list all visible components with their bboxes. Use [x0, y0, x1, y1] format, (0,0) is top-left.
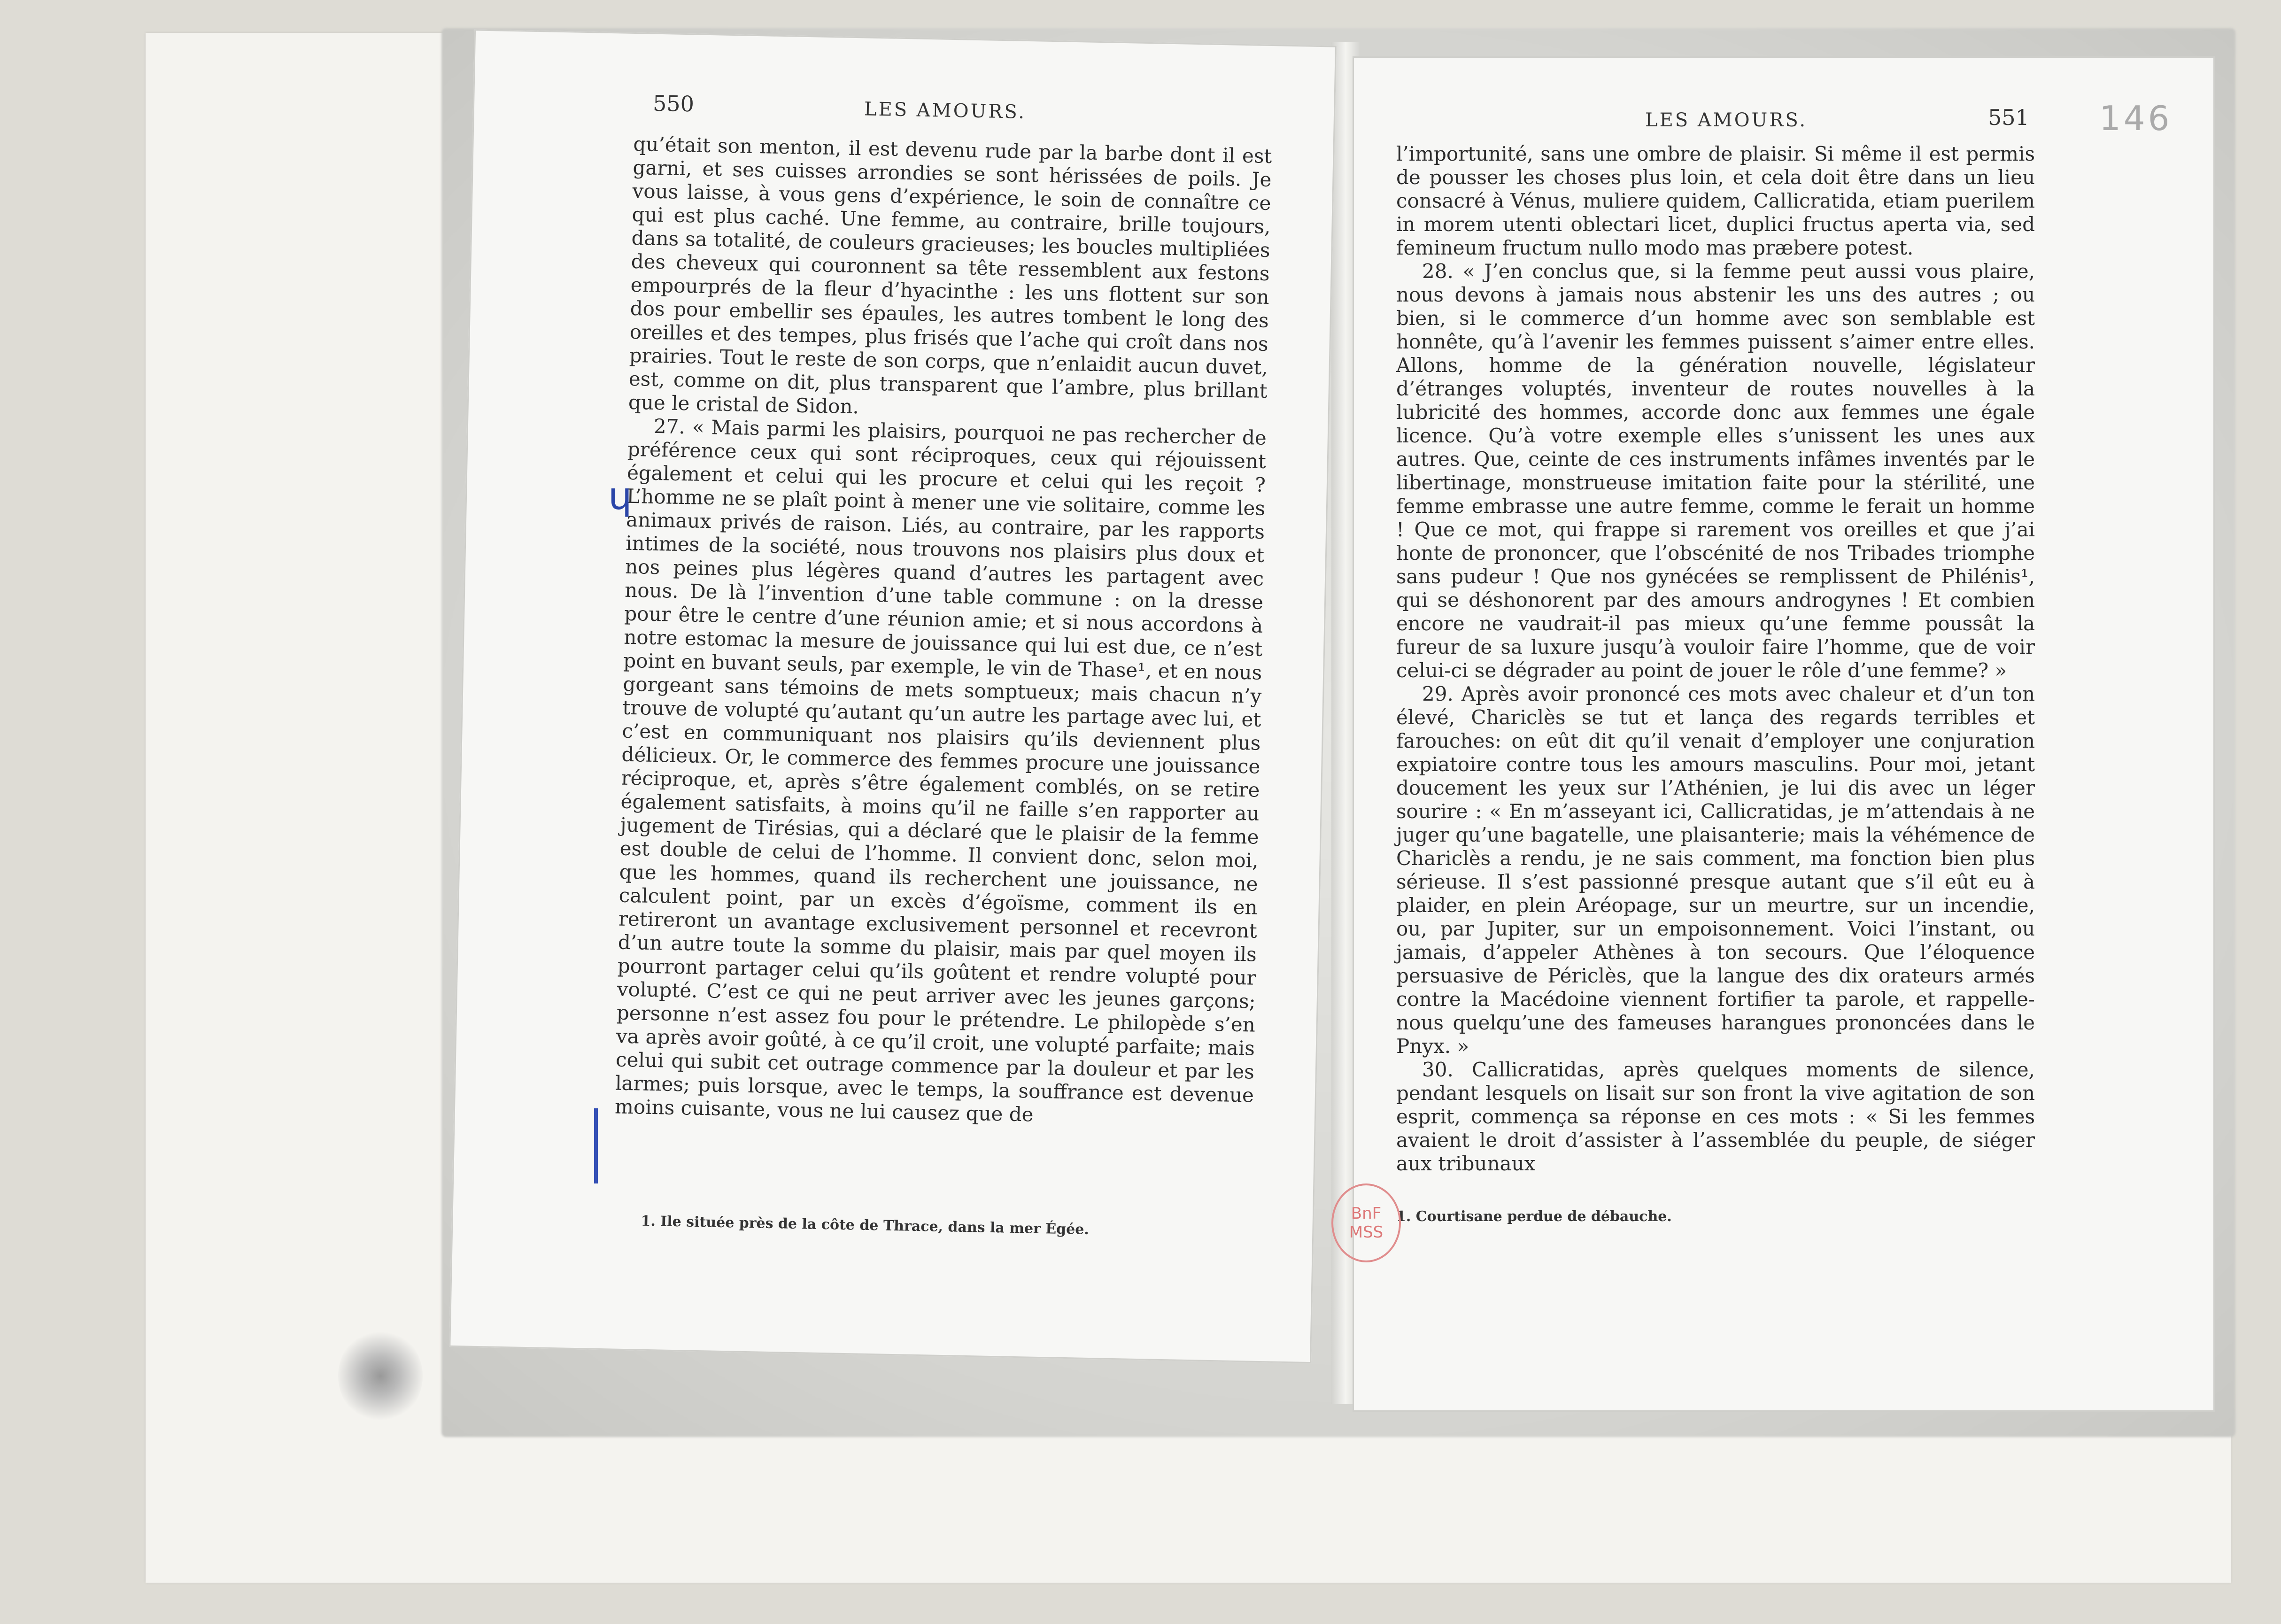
paragraph: 29. Après avoir prononcé ces mots avec chaleur et d’un ton élevé, Chariclès se tut et lança des regards terribles et farouches: on eût dit qu’il venait d’employer une conjuration expiatoire contre tous les amours masculins. Pour moi, jetant doucement les yeux sur l’Athénien, je lui dis avec un léger sourire : « En m’asseyant ici, Callicratidas, je m’attendais à ne juger qu’une bagatelle, une plaisanterie; mais la véhémence de Chariclès a rendu, je ne sais comment, ma fonction bien plus sérieuse. Il s’est passionné presque autant que s’il eût eu à plaider, en plein Aréopage, sur un meurtre, sur un incendie, ou, par Jupiter, sur un empoisonnement. Voici l’instant, ou jamais, d’appeler Athènes à ton secours. Que l’éloquence persuasive de Périclès, que la langue des dix orateurs armés contre la Macédoine viennent fortifier ta parole, et rappelle-nous quelqu’une des fameuses harangues prononcées dans le Pnyx. » [1396, 682, 2035, 1058]
running-title: LES AMOURS. [1645, 109, 1808, 131]
footnote: 1. Ile située près de la côte de Thrace, dans la mer Égée. [641, 1213, 1090, 1238]
left-page [449, 29, 1337, 1363]
paragraph: qu’était son menton, il est devenu rude par la barbe dont il est garni, et ses cuisses arrondies se sont hérissées de poils. Je vous laisse, à vous gens d’expérience, le soin de connaître ce qui est plus caché. Une femme, au contraire, brille toujours, dans sa totalité, de couleurs gracieuses; les boucles multipliées des cheveux qui couronnent sa tête ressemblent aux festons empourprés de la fleur d’hyacinthe : les uns flottent sur son dos pour embellir ses épaules, les autres tombent le long des oreilles et des tempes, plus frisés que l’ache qui croît dans nos prairies. Tout le reste de son corps, que n’enlaidit aucun duvet, est, comme on dit, plus transparent que l’ambre, plus brillant que le cristal de Sidon. [628, 132, 1272, 418]
running-title: LES AMOURS. [864, 98, 1027, 123]
footnote: 1. Courtisane perdue de débauche. [1396, 1208, 1672, 1225]
stamp-line: MSS [1349, 1223, 1384, 1242]
paragraph: 30. Callicratidas, après quelques moments de silence, pendant lesquels on lisait sur son front la vive agitation de son esprit, commença sa réponse en ces mots : « Si les femmes avaient le droit d’assister à l’assemblée du peuple, de siéger aux tribunaux [1396, 1058, 2035, 1175]
page-body [1396, 142, 2035, 1175]
pen-mark-icon: ɥ [608, 474, 632, 518]
ink-smudge [338, 1329, 423, 1423]
stamp-line: BnF [1351, 1204, 1382, 1223]
paragraph: l’importunité, sans une ombre de plaisir. Si même il est permis de pousser les choses plus loin, et cela doit être dans un lieu consacré à Vénus, muliere quidem, Callicratida, etiam puerilem in morem utenti oblectari licet, duplici fructus aperta via, sed femineum fructum nullo modo mas præbere potest. [1396, 142, 2035, 259]
library-stamp [1331, 1183, 1401, 1262]
paragraph: 27. « Mais parmi les plaisirs, pourquoi ne pas rechercher de préférence ceux qui sont réciproques, ceux qui réjouissent également et celui qui les procure et celui qui les reçoit ? L’homme ne se plaît point à mener une vie solitaire, comme les animaux privés de raison. Liés, au contraire, par les rapports intimes de la société, nous trouvons nos plaisirs plus doux et nos peines plus légères quand d’autres les partagent avec nous. De là l’invention d’une table commune : on la dresse pour être le centre d’une réunion amie; et si nous accordons à notre estomac la mesure de jouissance qui lui est due, ce n’est point en buvant seuls, par exemple, le vin de Thase¹, et en nous gorgeant sans témoins de mets somptueux; mais chacun n’y trouve de volupté qu’autant qu’un autre les partage avec lui, et c’est en communiquant nos plaisirs qu’ils deviennent plus délicieux. Or, le commerce des femmes procure une jouissance réciproque, et, après s’être également comblés, on se retire également satisfaits, à moins qu’il ne faille s’en rapporter au jugement de Tirésias, qui a déclaré que le plaisir de la femme est double de celui de l’homme. Il convient donc, selon moi, que les hommes, quand ils recherchent une jouissance, ne calculent point, par un excès d’égoïsme, comment ils en retireront un avantage exclusivement personnel et recevront d’un autre toute la somme du plaisir, mais par quel moyen ils pourront partager celui qu’ils goûtent et rendre volupté pour volupté. C’est ce qui ne peut arriver avec les jeunes garçons; personne n’est assez fou pour le prétendre. Le philopède s’en va après avoir goûté, à ce qu’il croit, une volupté parfaite; mais celui qui subit cet outrage commence par la douleur et par les larmes; puis lorsque, avec le temps, la souffrance est devenue moins cuisante, vous ne lui causez que de [614, 414, 1267, 1126]
archive-folio-number: 146 [2099, 99, 2173, 138]
page-number: 551 [1988, 105, 2029, 130]
right-page [1353, 56, 2215, 1412]
page-number: 550 [652, 90, 695, 117]
page-body [615, 132, 1272, 1131]
paragraph: 28. « J’en conclus que, si la femme peut aussi vous plaire, nous devons à jamais nous abstenir les uns des autres ; ou bien, si le commerce d’un homme avec son semblable est honnête, qu’à l’avenir les femmes puissent s’aimer entre elles. Allons, homme de la génération nouvelle, législateur d’étranges voluptés, inventeur de routes nouvelles à la lubricité des hommes, accorde donc aux femmes une égale licence. Qu’à votre exemple elles s’unissent les unes aux autres. Que, ceinte de ces instruments infâmes inventés par le libertinage, monstrueuse imitation faite pour la stérilité, une femme embrasse une autre femme, comme le ferait un homme ! Que ce mot, qui frappe si rarement vos oreilles et que j’ai honte de prononcer, que l’obscénité de nos Tribades triomphe sans pudeur ! Que nos gynécées se remplissent de Philénis¹, qui se déshonorent par des amours androgynes ! Et combien encore ne vaudrait-il pas mieux qu’une femme poussât la fureur de sa luxure jusqu’à vouloir faire l’homme, que de voir celui-ci se dégrader au point de jouer le rôle d’une femme? » [1396, 260, 2035, 682]
pen-line-icon [594, 1108, 598, 1183]
